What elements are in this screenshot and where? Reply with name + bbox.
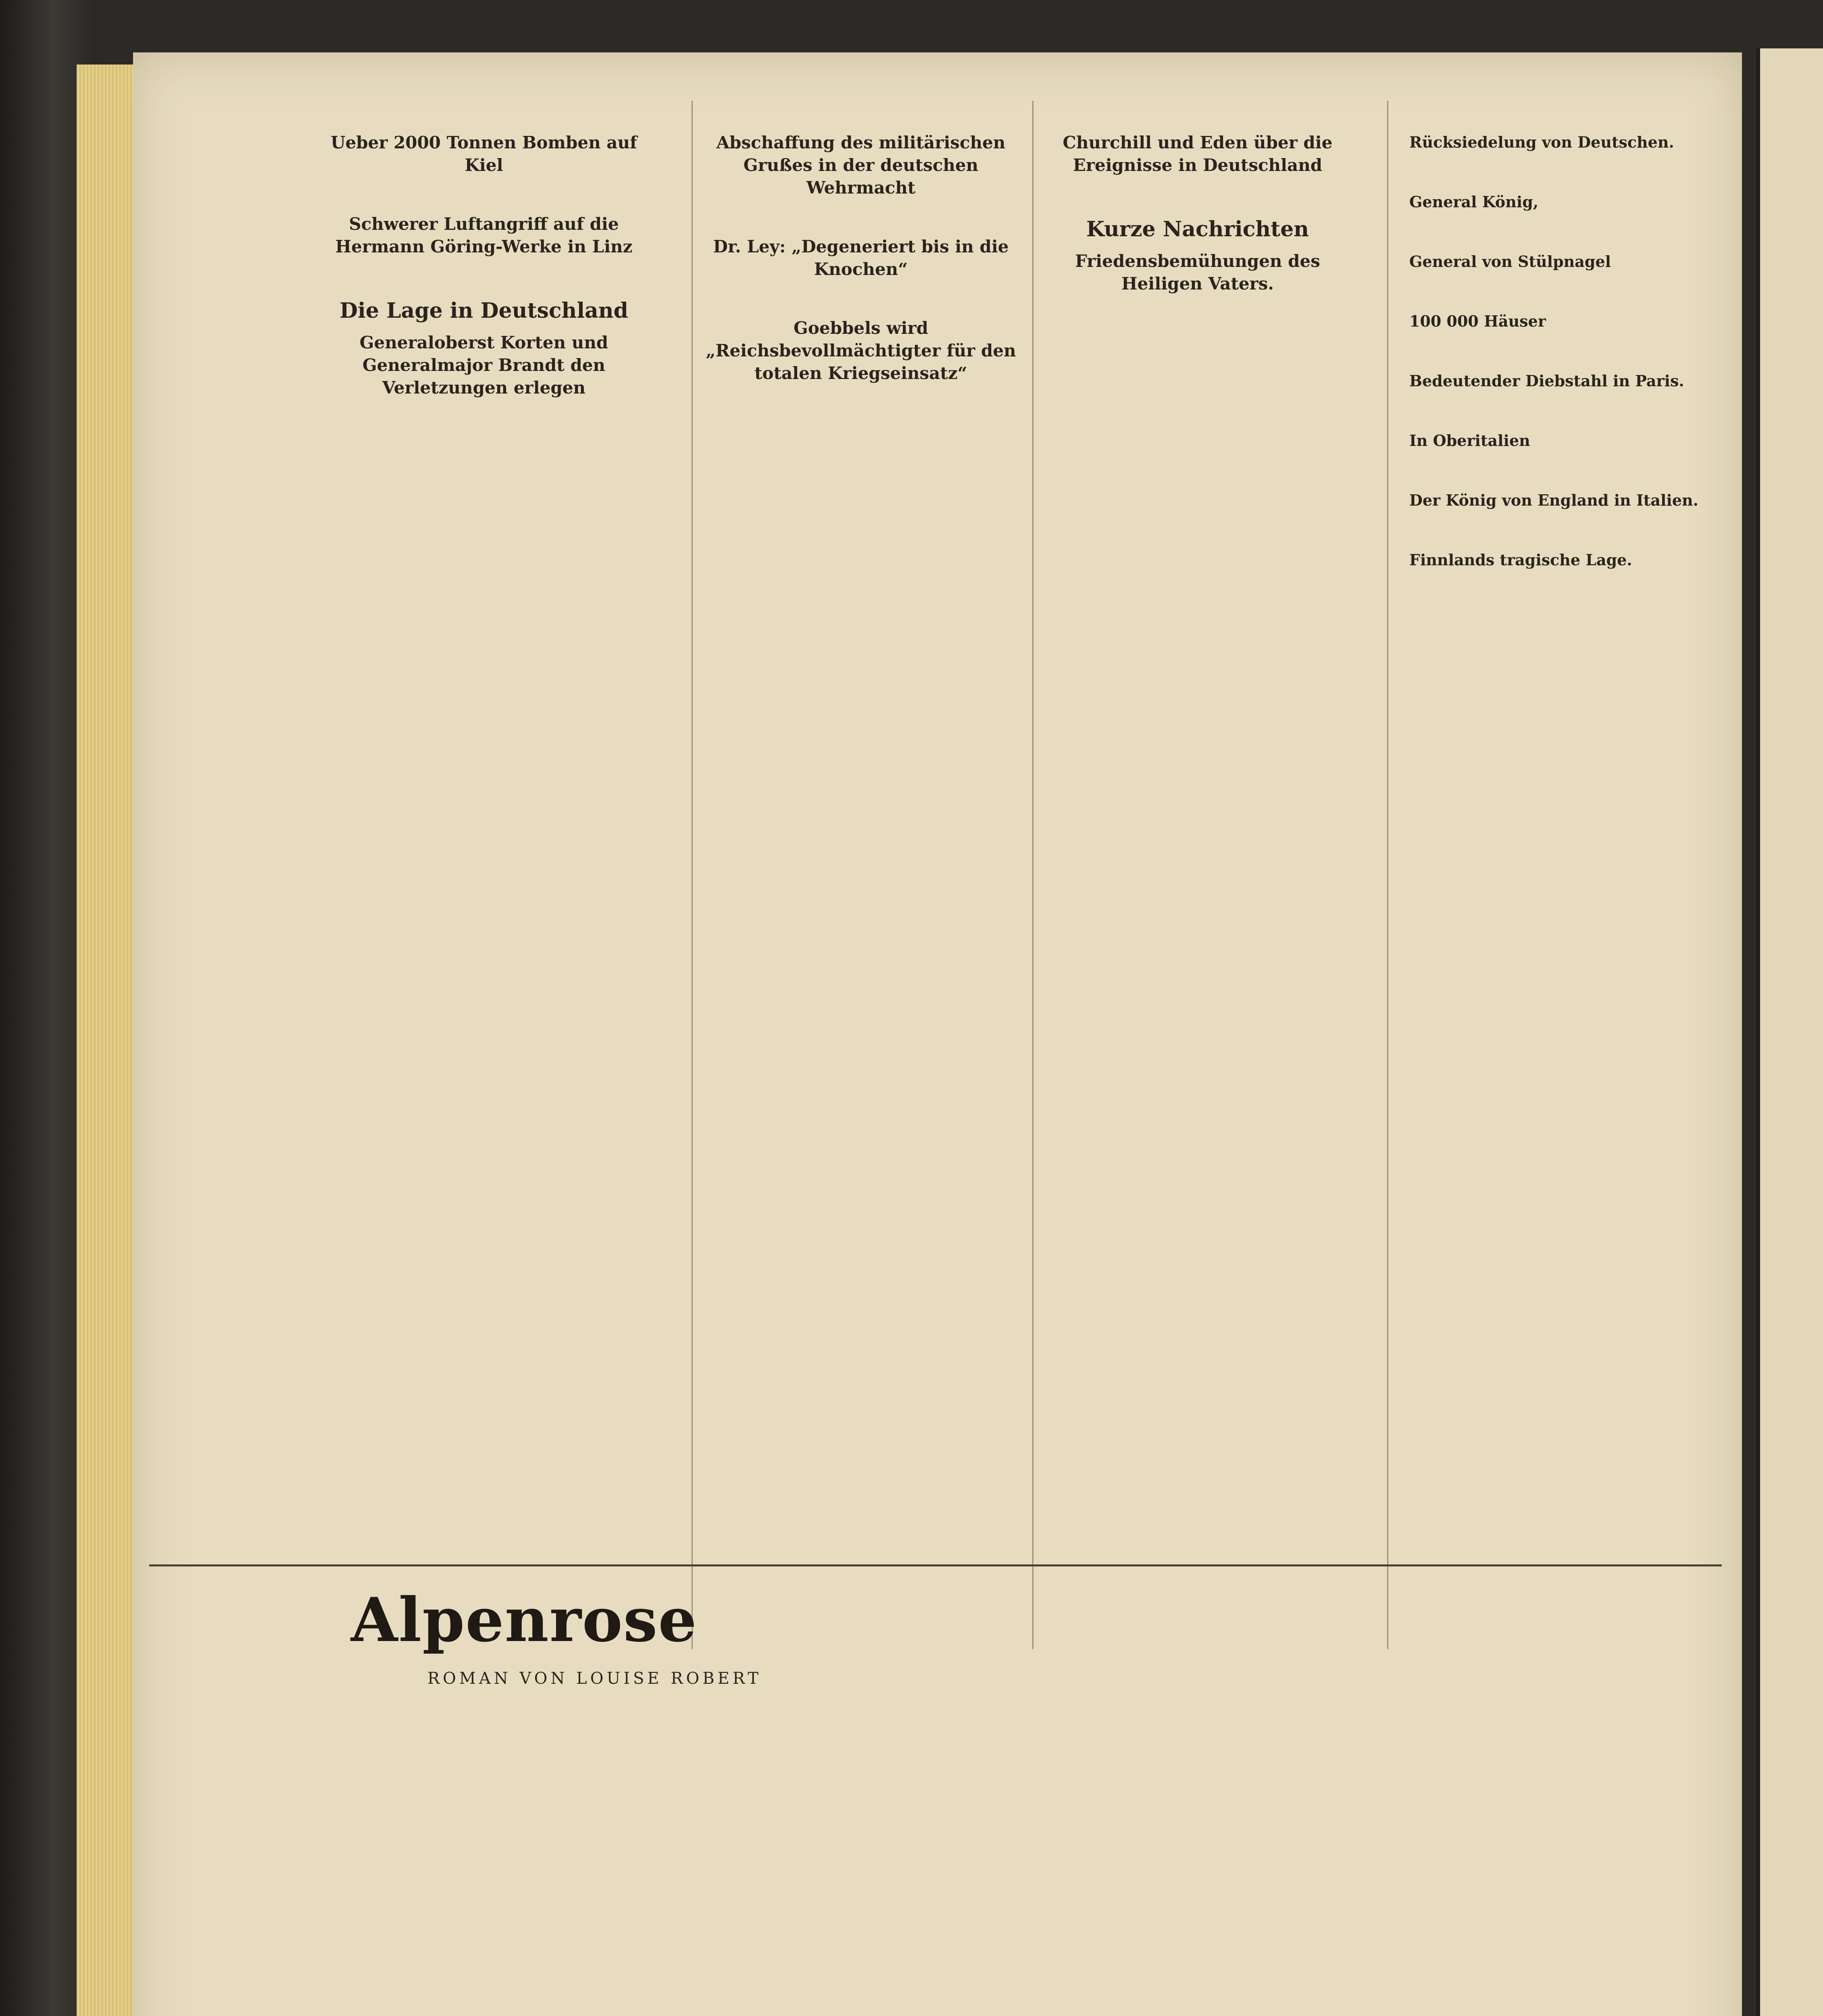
- article-paragraph: [694, 286, 1028, 310]
- article-paragraph: [1036, 301, 1359, 324]
- column-rule: [1032, 101, 1033, 1649]
- novel-title: Alpenrose: [351, 1585, 698, 1656]
- column-rule: [692, 101, 693, 1649]
- article-paragraph: [310, 182, 657, 206]
- news-item-lead: General König,: [1409, 193, 1539, 211]
- news-item-lead: Finnlands tragische Lage.: [1409, 551, 1632, 569]
- article-paragraph: [310, 264, 657, 287]
- article-paragraph: [694, 390, 1028, 414]
- article-paragraph: [1393, 339, 1724, 363]
- article-paragraph: [1036, 182, 1359, 206]
- news-item-lead: Bedeutender Diebstahl in Paris.: [1409, 372, 1684, 390]
- article-paragraph: [1393, 519, 1724, 542]
- article-headline: Generaloberst Korten und Generalmajor Brandt den Verletzungen erlegen: [359, 333, 608, 398]
- article-paragraph: [310, 101, 657, 124]
- news-item-lead: Rücksiedelung von Deutschen.: [1409, 133, 1674, 151]
- novel-column-1: [310, 1714, 774, 2016]
- article-headline: Goebbels wird „Reichsbevollmächtigter für den totalen Kriegseinsatz“: [706, 318, 1016, 383]
- article-headline: Dr. Ley: „Degeneriert bis in die Knochen“: [713, 237, 1009, 279]
- article-paragraph: [1036, 101, 1359, 124]
- column-4: [1393, 101, 1724, 1560]
- news-item-lead: In Oberitalien: [1409, 431, 1530, 450]
- novel-paragraph: [798, 1585, 1262, 1607]
- column-2: [694, 101, 1028, 1560]
- article-paragraph: [310, 435, 657, 458]
- novel-paragraph: [1270, 1585, 1726, 1607]
- page-edges: [77, 65, 135, 2016]
- novel-paragraph: [310, 1714, 774, 1736]
- article-headline: Churchill und Eden über die Ereignisse in Deutschland: [1063, 133, 1333, 175]
- article-headline: Schwerer Luftangriff auf die Hermann Göring-Werke in Linz: [335, 214, 633, 256]
- column-rule: [1387, 101, 1388, 1649]
- article-paragraph: [1393, 160, 1724, 184]
- news-item-lead: General von Stülpnagel: [1409, 252, 1611, 271]
- article-paragraph: [1393, 459, 1724, 482]
- section-divider: [149, 1564, 1722, 1566]
- novel-column-3: [1270, 1585, 1726, 2016]
- article-paragraph: [1393, 578, 1724, 602]
- news-item-lead: 100 000 Häuser: [1409, 312, 1546, 330]
- novel-byline: ROMAN VON LOUISE ROBERT: [427, 1669, 762, 1688]
- article-paragraph: [1393, 101, 1724, 124]
- article-headline: Ueber 2000 Tonnen Bomben auf Kiel: [330, 133, 638, 175]
- article-paragraph: [694, 205, 1028, 228]
- article-headline: Friedensbemühungen des Heiligen Vaters.: [1075, 251, 1320, 294]
- adjacent-page-edge: [1756, 48, 1823, 2016]
- article-paragraph: [694, 101, 1028, 124]
- column-3: [1036, 101, 1359, 1560]
- novel-column-2: [798, 1585, 1262, 2016]
- article-paragraph: [1393, 220, 1724, 244]
- article-headline: Abschaffung des militärischen Grußes in der deutschen Wehrmacht: [716, 133, 1006, 198]
- section-title: Die Lage in Deutschland: [340, 298, 628, 323]
- article-paragraph: [1393, 399, 1724, 423]
- article-paragraph: [310, 405, 657, 428]
- column-1: [310, 101, 657, 1560]
- news-item-lead: Der König von England in Italien.: [1409, 491, 1698, 509]
- section-title: Kurze Nachrichten: [1086, 217, 1309, 242]
- article-paragraph: [1393, 280, 1724, 303]
